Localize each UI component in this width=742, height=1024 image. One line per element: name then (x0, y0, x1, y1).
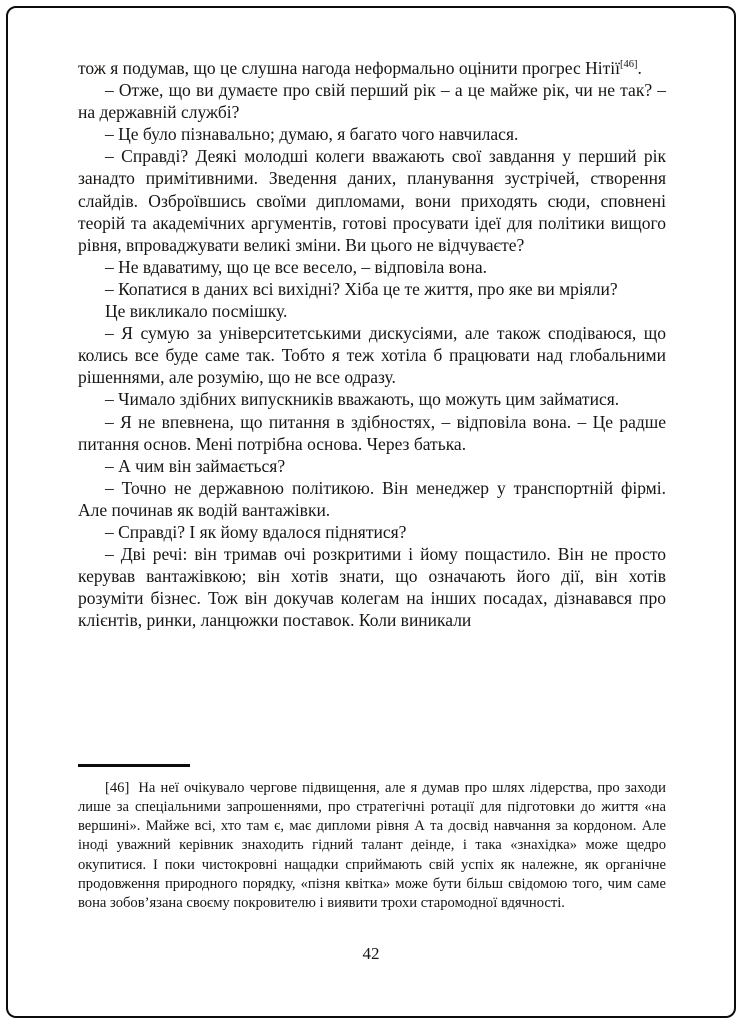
paragraph: – Дві речі: він тримав очі розкритими і йому пощастило. Він не просто керував вантажівкою; він хотів знати, що означають його дії, він хотів розуміти бізнес. Тож він докучав колегам на інших посадах, дізнавався про клієнтів, ринки, ланцюжки поставок. Коли виникали (78, 544, 666, 631)
paragraph: – Я не впевнена, що питання в здібностях, – відповіла вона. – Це радше питання основ. Мені потрібна основа. Через батька. (78, 411, 666, 454)
paragraph: – Справді? І як йому вдалося піднятися? (105, 521, 407, 542)
paragraph: – Я сумую за університетськими дискусіями, але також сподіваюся, що колись все буде саме так. Тобто я теж хотіла б працювати над глобальними рішеннями, але розумію, що не все одразу. (78, 323, 666, 388)
paragraph: тож я подумав, що це слушна нагода неформально оцінити прогрес Нітії[46]. (78, 58, 642, 78)
paragraph: – А чим він займається? (105, 455, 286, 476)
footnote-ref: [46] (620, 59, 638, 71)
body-text (78, 57, 666, 631)
paragraph: – Точно не державною політикою. Він менеджер у транспортній фірмі. Але починав як водій вантажівки. (78, 477, 666, 520)
paragraph: – Не вдаватиму, що це все весело, – відповіла вона. (105, 256, 487, 277)
footnote (78, 779, 666, 914)
page-number: 42 (362, 944, 380, 963)
paragraph: Це викликало посмішку. (105, 301, 288, 322)
paragraph: – Чимало здібних випускників вважають, що можуть цим займатися. (105, 389, 620, 410)
footnote-body-text: На неї очікувало чергове підвищення, але я думав про шлях лідерства, про заходи лише за спеціальними запрошеннями, про стратегічні ротації для підготовки до життя «на вершині». Майже всі, хто там є, має дипломи рівня А та досвід навчання за кордоном. Але іноді уважний керівник знаходить гідний талант деінде, і така «знахідка» може щедро окупитися. І поки чистокровні нащадки сприймають свій успіх як належне, як органічне продовження природного порядку, «пізня квітка» може бути більш свідомою того, чим саме вона зобов’язана своєму покровителю і виявити трохи старомодної вдячності. (78, 779, 666, 912)
paragraph: – Копатися в даних всі вихідні? Хіба це те життя, про яке ви мріяли? (105, 278, 618, 299)
footnote-marker: [46] (105, 779, 130, 796)
footnote-separator (78, 764, 190, 767)
footnote-block (78, 764, 666, 914)
paragraph: – Отже, що ви думаєте про свій перший рік – а це майже рік, чи не так? – на державній службі? (78, 80, 666, 123)
paragraph: – Справді? Деякі молодші колеги вважають свої завдання у перший рік занадто примітивними. Зведення даних, планування зустрічей, створення слайдів. Озброївшись своїми дипломами, вони приходять сюди, сповнені теорій та академічних аргументів, готові просувати ідеї для політики вищого рівня, впроваджувати великі зміни. Ви цього не відчуваєте? (78, 146, 666, 255)
paragraph: – Це було пізнавально; думаю, я багато чого навчилася. (105, 124, 519, 145)
